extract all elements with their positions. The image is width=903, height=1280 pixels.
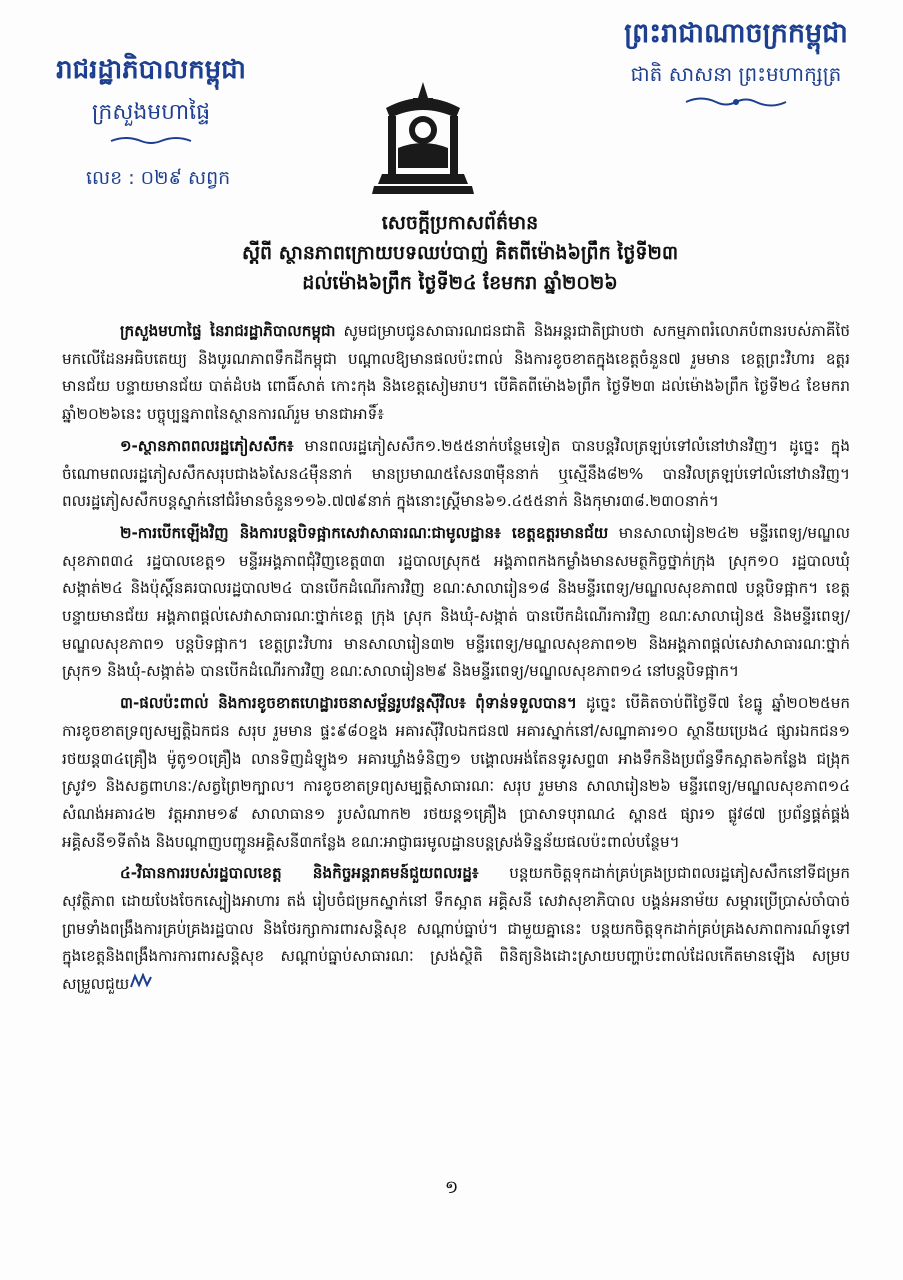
section-heading: ១-ស្ថានភាពពលរដ្ឋភៀសសឹក៖ <box>120 436 294 455</box>
ministry-name: ក្រសួងមហាផ្ទៃ <box>91 100 211 125</box>
royal-emblem-icon <box>368 78 478 198</box>
ornament-divider-icon <box>26 132 276 151</box>
announcement-body <box>62 318 850 1003</box>
initials-signature-icon <box>129 975 153 993</box>
section-text: មានសាលារៀន២៤២ មន្ទីរពេទ្យ/មណ្ឌលសុខភាព៣៤ រដ្ឋបាលខេត្ត១ មន្ទីរអង្គភាពជុំវិញខេត្ត៣៣ រដ្ឋបាលស្រុក៥ អង្គភាពកងកម្លាំងមានសមត្ថកិច្ចថ្នាក់ក្រុង ស្រុក១០ រដ្ឋបាលឃុំសង្កាត់២៤ និងប៉ុស្តិ៍នគរបាលរដ្ឋបាល២៤ បានបើកដំណើរការវិញ ខណៈសាលារៀន១៨ និងមន្ទីរពេទ្យ/មណ្ឌលសុខភាព៧ បន្តបិទផ្អាក។ ខេត្តបន្ទាយមានជ័យ អង្គភាពផ្តល់សេវាសាធារណៈថ្នាក់ខេត្ត ក្រុង ស្រុក និងឃុំ-សង្កាត់ បានបើកដំណើរការវិញ ខណៈសាលារៀន៥ និងមន្ទីរពេទ្យ/មណ្ឌលសុខភាព១ បន្តបិទផ្អាក។ ខេត្តព្រះវិហារ មានសាលារៀន៣២ មន្ទីរពេទ្យ/មណ្ឌលសុខភាព១២ និងអង្គភាពផ្តល់សេវាសាធារណៈថ្នាក់ស្រុក១ និងឃុំ-សង្កាត់៦ បានបើកដំណើរការវិញ ខណៈសាលារៀន២៩ និងមន្ទីរពេទ្យ/មណ្ឌលសុខភាព១៤ នៅបន្តបិទផ្អាក។ <box>62 523 850 681</box>
header-left <box>26 50 276 193</box>
section-text: មានពលរដ្ឋភៀសសឹក១.២៥៥នាក់បន្ថែមទៀត បានបន្តវិលត្រឡប់ទៅលំនៅឋានវិញ។ ដូច្នេះ ក្នុងចំណោមពលរដ្ឋភៀសសឹកសរុបជាង៦សែន៤ម៉ឺននាក់ មានប្រមាណ៥សែន៣ម៉ឺននាក់ ឬស្មើនឹង៨២% បានវិលត្រឡប់ទៅលំនៅឋានវិញ។ ពលរដ្ឋភៀសសឹកបន្តស្នាក់នៅជំរំមានចំនួន១១៦.៧៧៩នាក់ ក្នុងនោះស្ត្រីមាន៦១.៤៥៥នាក់ និងកុមារ៣៨.២៣០នាក់។ <box>62 436 850 511</box>
government-name: រាជរដ្ឋាភិបាលកម្ពុជា <box>56 55 246 85</box>
intro-text: សូមជម្រាបជូនសាធារណជនជាតិ និងអន្តរជាតិជ្រាបថា សកម្មភាពរំលោភបំពានរបស់ភាគីថៃ មកលើដែនអធិបតេយ្យ និងបូរណភាពទឹកដីកម្ពុជា បណ្តាលឱ្យមានផលប៉ះពាល់ និងការខូចខាតក្នុងខេត្តចំនួន៧ រួមមាន ខេត្តព្រះវិហារ ឧត្តរមានជ័យ បន្ទាយមានជ័យ បាត់ដំបង ពោធិ៍សាត់ កោះកុង និងខេត្តសៀមរាប។ បើគិតពីម៉ោង៦ព្រឹក ថ្ងៃទី២៣ ដល់ម៉ោង៦ព្រឹក ថ្ងៃទី២៤ ខែមករា ឆ្នាំ២០២៦នេះ បច្ចុប្បន្នភាពនៃស្ថានការណ៍រួម មានជាអាទិ៍៖ <box>62 322 850 424</box>
kingdom-title: ព្រះរាជាណាចក្រកម្ពុជា <box>624 18 848 49</box>
section-4-paragraph <box>62 860 850 999</box>
ornament-divider-icon <box>591 94 881 113</box>
section-1-paragraph <box>62 433 850 516</box>
title-line-3: ដល់ម៉ោង៦ព្រឹក ថ្ងៃទី២៤ ខែមករា ឆ្នាំ២០២៦ <box>302 272 618 294</box>
announcement-title <box>60 208 860 298</box>
section-heading: ២-ការបើកឡើងវិញ និងការបន្តបិទផ្អាកសេវាសាធារណៈជាមូលដ្ឋាន៖ ខេត្តឧត្តរមានជ័យ <box>120 523 609 542</box>
intro-lead: ក្រសួងមហាផ្ទៃ នៃរាជរដ្ឋាភិបាលកម្ពុជា <box>120 322 336 340</box>
page-number: ១ <box>444 1177 459 1198</box>
title-line-2: ស្តីពី ស្ថានភាពក្រោយបទឈប់បាញ់ គិតពីម៉ោង៦ព្រឹក ថ្ងៃទី២៣ <box>241 242 679 264</box>
section-text: បន្តយកចិត្តទុកដាក់គ្រប់គ្រងប្រជាពលរដ្ឋភៀសសឹកនៅទីជម្រកសុវត្ថិភាព ដោយបែងចែកស្បៀងអាហារ តង់ រៀបចំជម្រកស្នាក់នៅ ទឹកស្អាត អគ្គិសនី សេវាសុខាភិបាល បង្គន់អនាម័យ សម្ភារប្រើប្រាស់ចាំបាច់ ព្រមទាំងពង្រឹងការគ្រប់គ្រងរដ្ឋបាល និងថែរក្សាការពារសន្តិសុខ សណ្តាប់ធ្នាប់។ ជាមួយគ្នានេះ បន្តយកចិត្តទុកដាក់គ្រប់គ្រងសភាពការណ៍ទូទៅក្នុងខេត្តនិងពង្រឹងការការពារសន្តិសុខ សណ្តាប់ធ្នាប់សាធារណៈ ស្រង់ស្ថិតិ ពិនិត្យនិងដោះស្រាយបញ្ហាប៉ះពាល់ដែលកើតមានឡើង សម្របសម្រួលជួយ <box>62 864 850 994</box>
reference-number: លេខ : ០២៩ សព្វក <box>86 167 231 189</box>
header-right <box>591 14 881 113</box>
section-heading: ៤-វិធានការរបស់រដ្ឋបាលខេត្ត និងកិច្ចអន្តរាគមន៍ជួយពលរដ្ឋ៖ <box>120 864 479 883</box>
title-line-1: សេចក្តីប្រកាសព័ត៌មាន <box>381 212 539 234</box>
section-text: ដូច្នេះ បើគិតចាប់ពីថ្ងៃទី៧ ខែធ្នូ ឆ្នាំ២០២៥មក ការខូចខាតទ្រព្យសម្បត្តិឯកជន សរុប រួមមាន ផ្ទះ៩៨០ខ្នង អគារស៊ីវិលឯកជន៧ អគារស្នាក់នៅ/សណ្ឋាគារ១០ ស្ថានីយប្រេង៤ ផ្សារឯកជន១ រថយន្ត៣៤គ្រឿង ម៉ូតូ១០គ្រឿង លានទិញដំឡូង១ អគារឃ្លាំងទំនិញ១ បង្គោលអង់តែនទូរសព្ទ៣ អាងទឹកនិងប្រព័ន្ធទឹកស្អាត៦កន្លែង ជង្រុកស្រូវ១ និងសត្វពាហនៈ/សត្វព្រៃ២ក្បាល។ ការខូចខាតទ្រព្យសម្បត្តិសាធារណៈ សរុប រួមមាន សាលារៀន២៦ មន្ទីរពេទ្យ/មណ្ឌលសុខភាព១៤ សំណង់អគារ៤២ វត្តអារាម១៩ សាលាធាន១ រូបសំណាក២ រថយន្ត១គ្រឿង ប្រាសាទបុរាណ៤ ស្ពាន៥ ផ្សារ១ ផ្លូវ៨៧ ប្រព័ន្ធផ្គត់ផ្គង់អគ្គិសនី១ទីតាំង និងបណ្តាញបញ្ជូនអគ្គិសនី៣កន្លែង ខណៈអាជ្ញាធរមូលដ្ឋានបន្តស្រង់ទិន្នន័យផលប៉ះពាល់បន្ថែម។ <box>62 694 850 851</box>
section-3-paragraph <box>62 690 850 856</box>
section-2-paragraph <box>62 520 850 686</box>
national-motto: ជាតិ សាសនា ព្រះមហាក្សត្រ <box>630 62 842 86</box>
intro-paragraph <box>62 318 850 429</box>
section-heading: ៣-ផលប៉ះពាល់ និងការខូចខាតហេដ្ឋារចនាសម្ព័ន្ធរូបវន្តស៊ីវិល៖ ពុំទាន់ទទួលបាន។ <box>120 694 577 713</box>
